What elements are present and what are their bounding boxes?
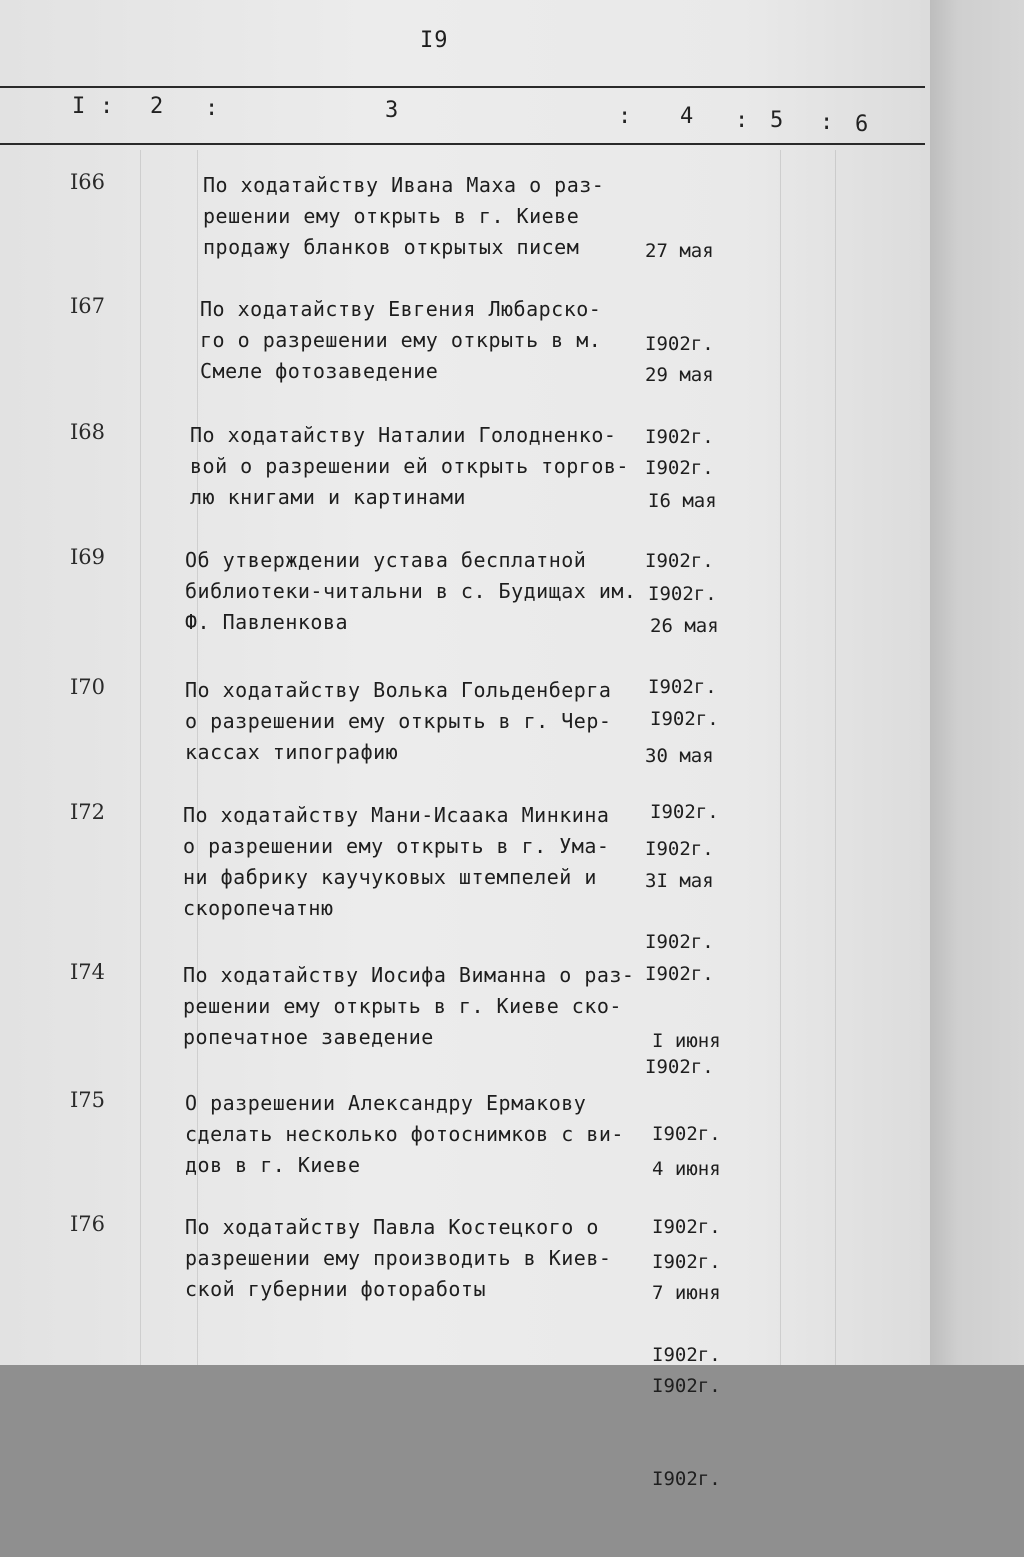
column-header-3: 3 bbox=[385, 98, 399, 123]
description-line: ропечатное заведение bbox=[183, 1025, 434, 1049]
column-header-1: I bbox=[72, 94, 86, 119]
description-line: ской губернии фотоработы bbox=[185, 1277, 486, 1301]
description-line: лю книгами и картинами bbox=[190, 485, 466, 509]
record-number: I67 bbox=[70, 294, 106, 318]
start-year: I902г. bbox=[645, 838, 714, 860]
column-rule bbox=[835, 150, 836, 1365]
description-line: ни фабрику каучуковых штемпелей и bbox=[183, 865, 597, 889]
end-year: I902г. bbox=[652, 1468, 721, 1490]
end-year: I902г. bbox=[645, 1056, 714, 1078]
description-line: разрешении ему производить в Киев- bbox=[185, 1246, 612, 1270]
description-line: кассах типографию bbox=[185, 740, 399, 764]
column-separator: : bbox=[820, 110, 834, 135]
column-rule bbox=[140, 150, 141, 1365]
description-line: Ф. Павленкова bbox=[185, 610, 349, 634]
description-line: По ходатайству Наталии Голодненко- bbox=[190, 423, 617, 447]
record-number: I75 bbox=[70, 1088, 106, 1112]
start-date: I6 мая bbox=[648, 490, 717, 512]
column-separator: : bbox=[100, 94, 114, 119]
start-year: I902г. bbox=[645, 963, 714, 985]
end-year: I902г. bbox=[652, 1344, 721, 1366]
start-year: I902г. bbox=[645, 333, 714, 355]
description-line: скоропечатню bbox=[183, 896, 334, 920]
description-line: По ходатайству Иосифа Виманна о раз- bbox=[183, 963, 635, 987]
column-header-5: 5 bbox=[770, 108, 784, 133]
record-number: I76 bbox=[70, 1212, 106, 1236]
record-description bbox=[183, 800, 609, 924]
description-line: Об утверждении устава бесплатной bbox=[185, 548, 587, 572]
record-number: I72 bbox=[70, 800, 106, 824]
description-line: библиотеки-читальни в с. Будищах им. bbox=[185, 579, 637, 603]
record-description bbox=[185, 545, 636, 638]
column-separator: : bbox=[618, 104, 632, 129]
end-year: I902г. bbox=[650, 801, 719, 823]
record-description bbox=[183, 960, 634, 1053]
start-date: 4 июня bbox=[652, 1158, 721, 1180]
page-number: I9 bbox=[420, 28, 449, 53]
column-rule bbox=[780, 150, 781, 1365]
start-year: I902г. bbox=[652, 1375, 721, 1397]
end-year: I902г. bbox=[645, 931, 714, 953]
start-year: I902г. bbox=[650, 708, 719, 730]
start-year: I902г. bbox=[652, 1123, 721, 1145]
description-line: о разрешении ему открыть в г. Чер- bbox=[185, 709, 612, 733]
record-number: I68 bbox=[70, 420, 106, 444]
description-line: По ходатайству Мани-Исаака Минкина bbox=[183, 803, 610, 827]
header-bottom-rule bbox=[0, 143, 925, 145]
description-line: О разрешении Александру Ермакову bbox=[185, 1091, 587, 1115]
start-date: 29 мая bbox=[645, 364, 714, 386]
record-dates bbox=[652, 1216, 721, 1557]
start-year: I902г. bbox=[645, 457, 714, 479]
description-line: решении ему открыть в г. Киеве ско- bbox=[183, 994, 622, 1018]
record-number: I69 bbox=[70, 545, 106, 569]
record-description bbox=[203, 170, 604, 263]
record-description bbox=[185, 675, 611, 768]
record-description bbox=[200, 294, 601, 387]
description-line: По ходатайству Ивана Маха о раз- bbox=[203, 173, 605, 197]
underlying-page-edge bbox=[930, 0, 1024, 1365]
header-top-rule bbox=[0, 86, 925, 88]
column-separator: : bbox=[735, 108, 749, 133]
description-line: По ходатайству Волька Гольденберга bbox=[185, 678, 612, 702]
start-date: 30 мая bbox=[645, 745, 714, 767]
description-line: о разрешении ему открыть в г. Ума- bbox=[183, 834, 610, 858]
description-line: сделать несколько фотоснимков с ви- bbox=[185, 1122, 624, 1146]
start-date: I июня bbox=[652, 1030, 721, 1052]
record-number: I70 bbox=[70, 675, 106, 699]
start-date: 26 мая bbox=[650, 615, 719, 637]
end-year: I902г. bbox=[645, 426, 714, 448]
record-number: I74 bbox=[70, 960, 106, 984]
description-line: Смеле фотозаведение bbox=[200, 359, 439, 383]
column-header-2: 2 bbox=[150, 94, 164, 119]
record-description bbox=[185, 1212, 611, 1305]
column-header-6: 6 bbox=[855, 112, 869, 137]
record-description bbox=[190, 420, 629, 513]
record-description bbox=[185, 1088, 624, 1181]
description-line: вой о разрешении ей открыть торгов- bbox=[190, 454, 629, 478]
description-line: По ходатайству Павла Костецкого о bbox=[185, 1215, 599, 1239]
start-year: I902г. bbox=[652, 1251, 721, 1273]
column-header-4: 4 bbox=[680, 104, 694, 129]
start-year: I902г. bbox=[648, 583, 717, 605]
record-number: I66 bbox=[70, 170, 106, 194]
column-separator: : bbox=[205, 96, 219, 121]
description-line: решении ему открыть в г. Киеве bbox=[203, 204, 580, 228]
description-line: дов в г. Киеве bbox=[185, 1153, 361, 1177]
end-year: I902г. bbox=[645, 550, 714, 572]
description-line: продажу бланков открытых писем bbox=[203, 235, 580, 259]
end-year: I902г. bbox=[648, 676, 717, 698]
start-date: 27 мая bbox=[645, 240, 714, 262]
start-date: 3I мая bbox=[645, 870, 714, 892]
description-line: го о разрешении ему открыть в м. bbox=[200, 328, 602, 352]
end-year: I902г. bbox=[652, 1216, 721, 1238]
start-date: 7 июня bbox=[652, 1282, 721, 1304]
description-line: По ходатайству Евгения Любарско- bbox=[200, 297, 602, 321]
